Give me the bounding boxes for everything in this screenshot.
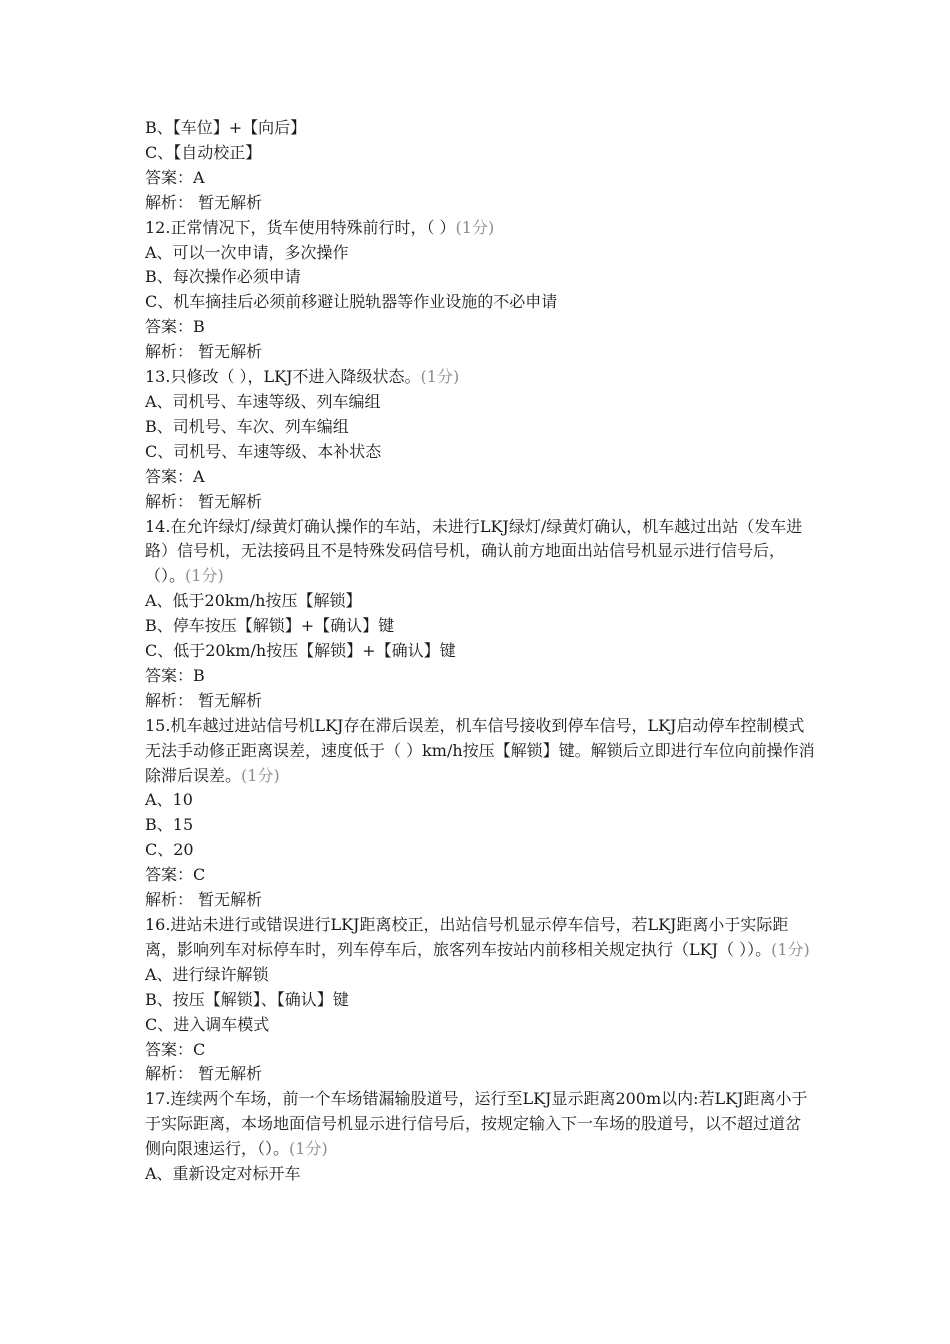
question-text: 15.机车越过进站信号机LKJ存在滞后误差，机车信号接收到停车信号，LKJ启动停车控制模式无法手动修正距离误差，速度低于（ ）km/h按压【解锁】键。解锁后立即进行车位向前操作消除滞后误差。(1分): [145, 715, 815, 785]
question-score: (1分): [771, 939, 810, 959]
option-line: A、进行绿许解锁: [145, 964, 269, 984]
analysis-line: 解析： 暂无解析: [145, 1064, 263, 1084]
option-line: C、进入调车模式: [145, 1014, 270, 1034]
answer-line: 答案：B: [145, 317, 205, 337]
analysis-line: 解析： 暂无解析: [145, 342, 263, 362]
analysis-line: 解析： 暂无解析: [145, 192, 263, 212]
option-line: A、低于20km/h按压【解锁】: [145, 591, 362, 611]
analysis-line: 解析： 暂无解析: [145, 890, 263, 910]
question-score: (1分): [455, 217, 495, 237]
document-page: [145, 116, 815, 1187]
option-line: B、按压【解锁】、【确认】键: [145, 989, 349, 1009]
question-text: 14.在允许绿灯/绿黄灯确认操作的车站，未进行LKJ绿灯/绿黄灯确认，机车越过出站（发车进路）信号机，无法接码且不是特殊发码信号机，确认前方地面出站信号机显示进行信号后，（）。(1分): [145, 516, 803, 586]
option-line: A、司机号、车速等级、列车编组: [145, 391, 381, 411]
question-text: 17.连续两个车场，前一个车场错漏输股道号，运行至LKJ显示距离200m以内:若LKJ距离小于于实际距离，本场地面信号机显示进行信号后，按规定输入下一车场的股道号，以不超过道岔侧向限速运行，（）。(1分): [145, 1089, 808, 1159]
question-text: 12.正常情况下，货车使用特殊前行时，（ ）(1分): [145, 217, 495, 237]
analysis-line: 解析： 暂无解析: [145, 690, 263, 710]
option-line: A、可以一次申请，多次操作: [145, 242, 349, 262]
question-score: (1分): [289, 1139, 328, 1159]
option-line: A、10: [145, 790, 193, 810]
answer-line: 答案：B: [145, 665, 205, 685]
option-line: B、【车位】+【向后】: [145, 118, 307, 137]
option-line: C、司机号、车速等级、本补状态: [145, 441, 382, 461]
option-line: C、机车摘挂后必须前移避让脱轨器等作业设施的不必申请: [145, 292, 558, 312]
option-line: C、【自动校正】: [145, 142, 262, 162]
answer-line: 答案：A: [145, 167, 205, 187]
option-line: B、停车按压【解锁】+【确认】键: [145, 616, 395, 636]
question-text: 16.进站未进行或错误进行LKJ距离校正，出站信号机显示停车信号，若LKJ距离小于实际距离，影响列车对标停车时，列车停车后，旅客列车按站内前移相关规定执行（LKJ（ ））。(1分): [145, 915, 810, 959]
answer-line: 答案：C: [145, 1039, 206, 1059]
question-score: (1分): [420, 367, 460, 387]
question-score: (1分): [185, 566, 224, 586]
question-text: 13.只修改（ ），LKJ不进入降级状态。(1分): [145, 367, 460, 387]
option-line: B、司机号、车次、列车编组: [145, 416, 349, 436]
option-line: B、15: [145, 815, 194, 835]
option-line: C、低于20km/h按压【解锁】+【确认】键: [145, 641, 456, 661]
answer-line: 答案：C: [145, 865, 206, 885]
answer-line: 答案：A: [145, 466, 205, 486]
option-line: B、每次操作必须申请: [145, 267, 301, 287]
option-line: A、重新设定对标开车: [145, 1164, 301, 1184]
question-score: (1分): [241, 765, 280, 785]
analysis-line: 解析： 暂无解析: [145, 491, 263, 511]
option-line: C、20: [145, 840, 194, 860]
